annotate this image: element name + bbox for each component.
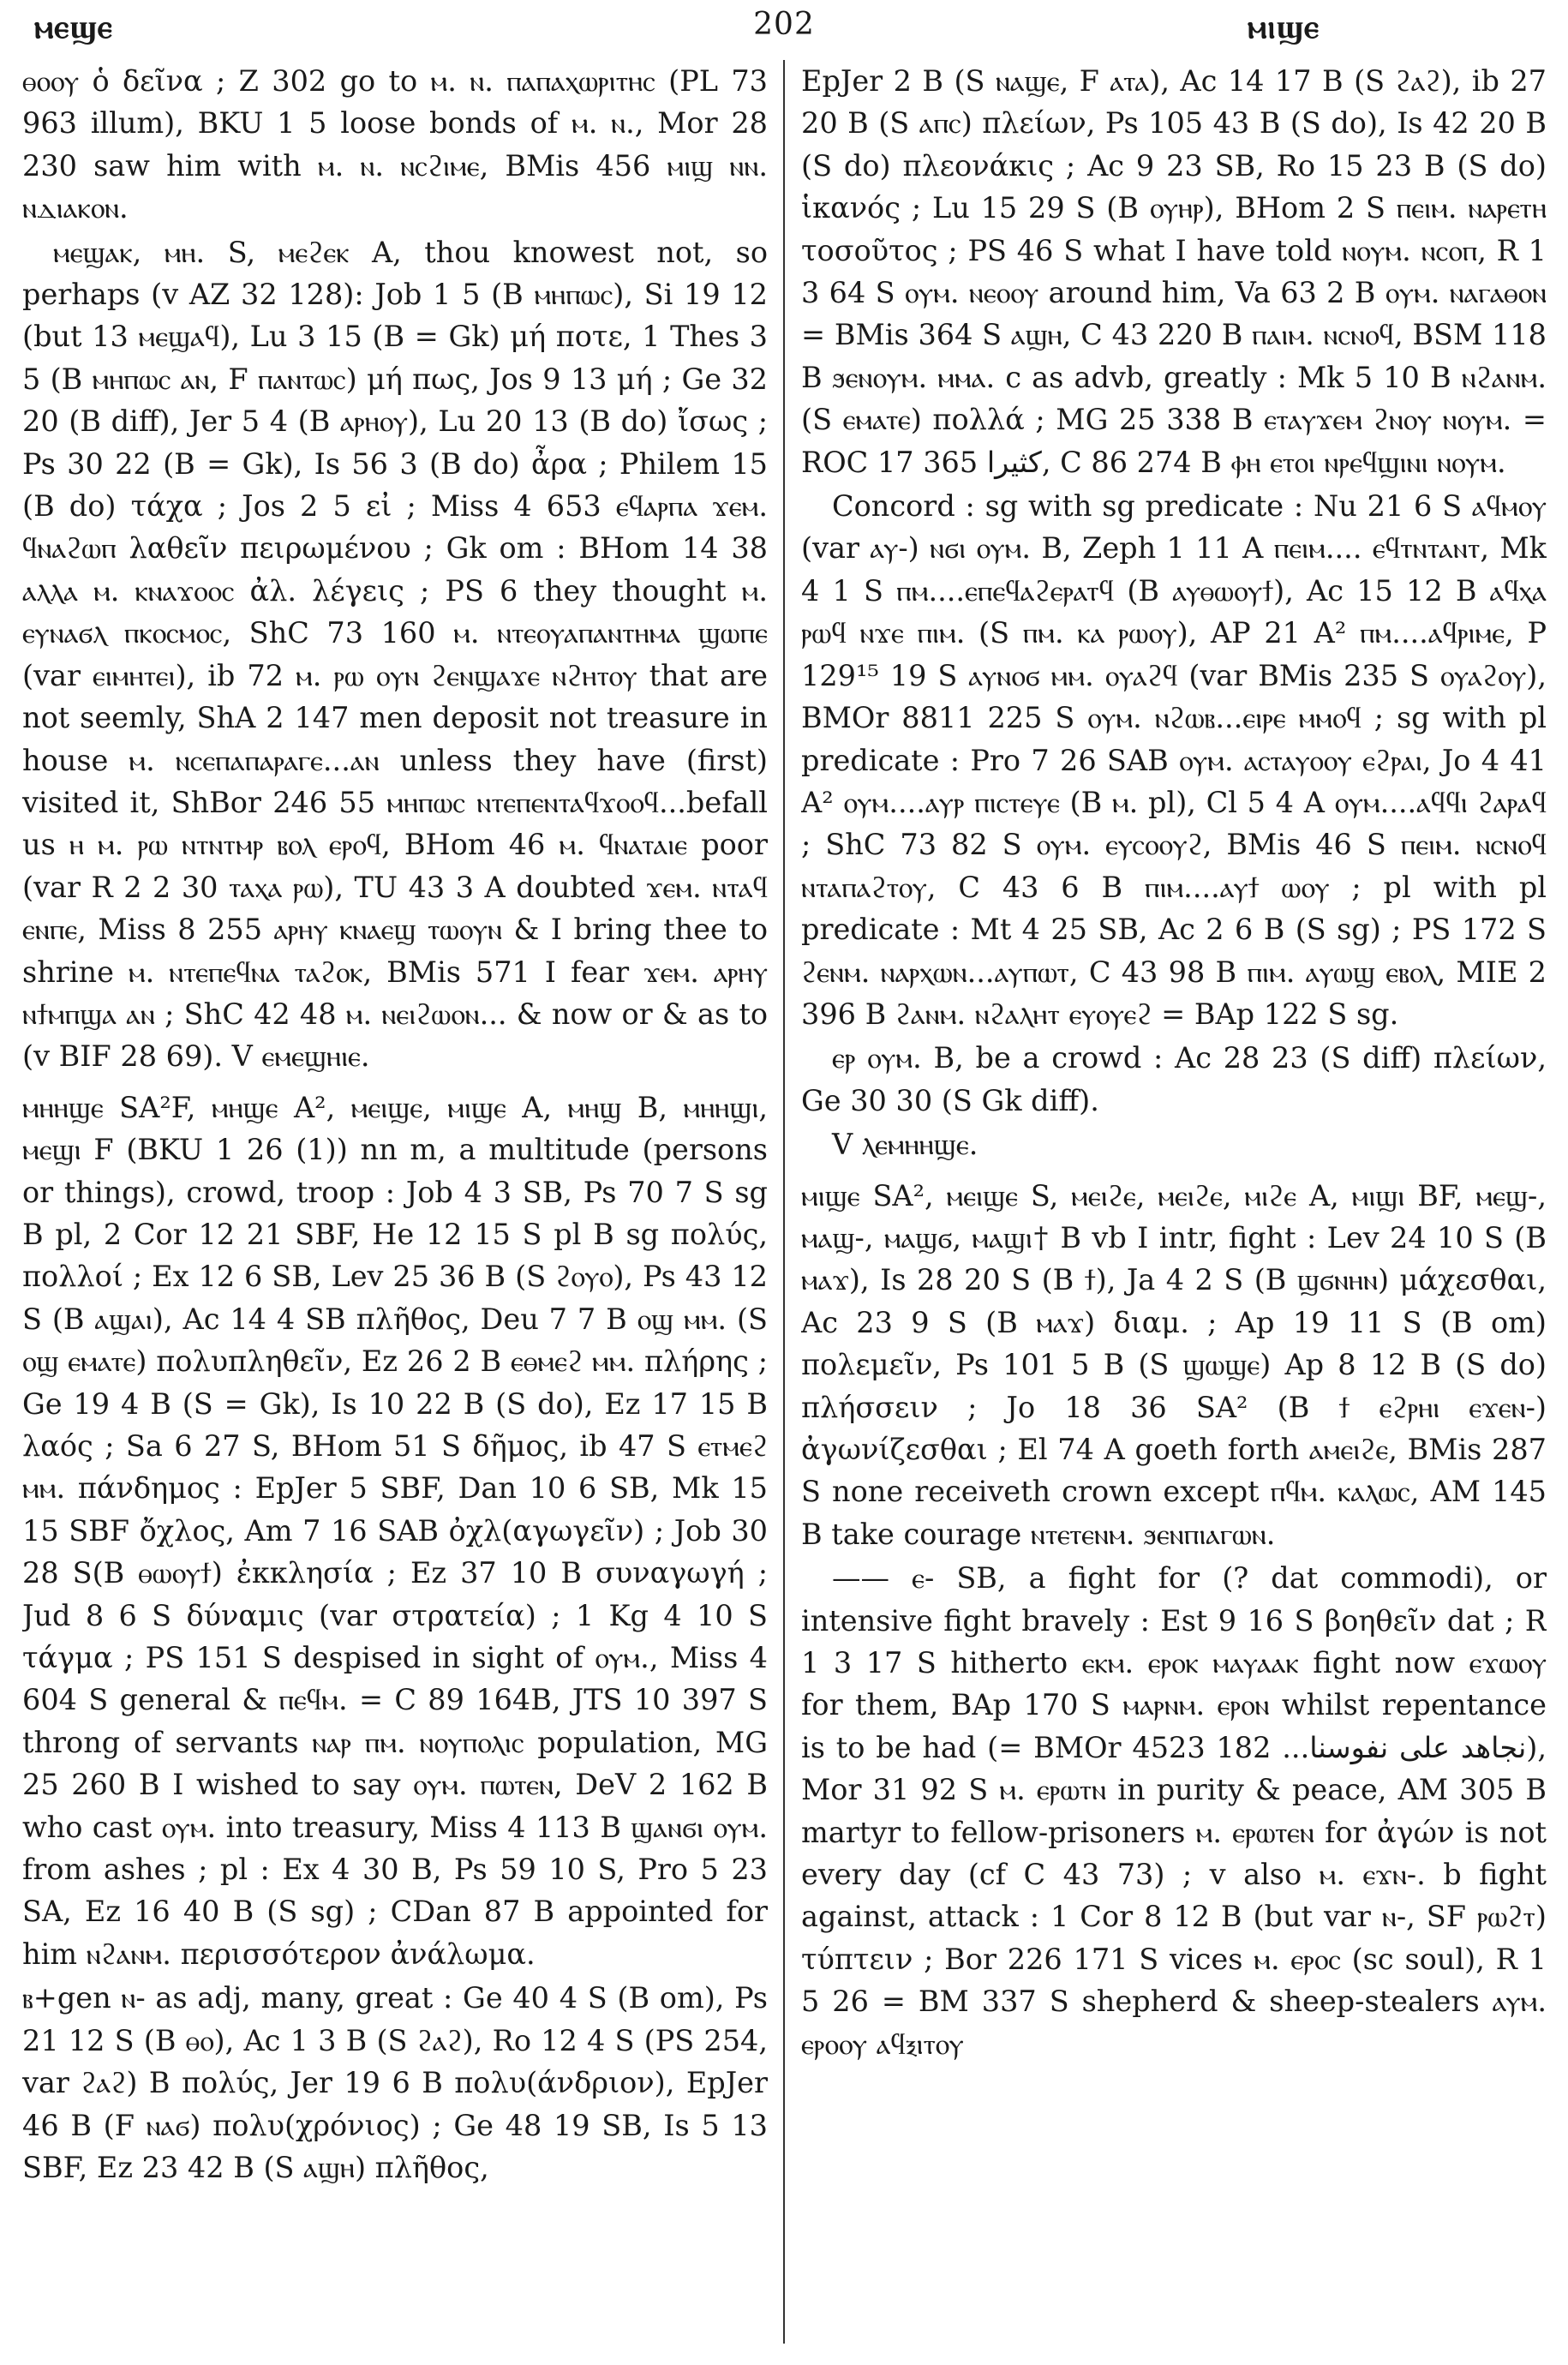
running-head-right: ⲙⲓϣⲉ bbox=[1248, 7, 1320, 45]
entry-concord: Concord : sg with sg predicate : Nu 21 6 S ⲁϥⲙⲟⲩ (var ⲁⲩ-) ⲛϭⲓ ⲟⲩⲙ. B, Zeph 1 11 A ⲡⲉⲓⲙ.... ⲉϥⲧⲛⲧⲁⲛⲧ, Mk 4 1 S ⲡⲙ....ⲉⲡⲉϥⲁϩⲉⲣⲁⲧϥ (B ⲁⲩⲑⲱⲟⲩϯ), Ac 15 12 B ⲁϥⲭⲁ ⲣⲱϥ ⲛϫⲉ ⲡⲓⲙ. (S ⲡⲙ. ⲕⲁ ⲣⲱⲟⲩ), AP 21 A² ⲡⲙ....ⲁϥⲣⲓⲙⲉ, P 129¹⁵ 19 S ⲁⲩⲛⲟϭ ⲙⲙ. ⲟⲩⲁϩϥ (var BMis 235 S ⲟⲩⲁϩⲟⲩ), BMOr 8811 225 S ⲟⲩⲙ. ⲛϩⲱⲃ...ⲉⲓⲣⲉ ⲙⲙⲟϥ ; sg with pl predicate : Pro 7 26 SAB ⲟⲩⲙ. ⲁⲥⲧⲁⲩⲟⲟⲩ ⲉϩⲣⲁⲓ, Jo 4 41 A² ⲟⲩⲙ....ⲁⲩⲣ ⲡⲓⲥⲧⲉⲩⲉ (B ⲙ. pl), Cl 5 4 A ⲟⲩⲙ....ⲁϥϥⲓ ϩⲁⲣⲁϥ ; ShC 73 82 S ⲟⲩⲙ. ⲉⲩⲥⲟⲟⲩϩ, BMis 46 S ⲡⲉⲓⲙ. ⲛⲥⲛⲟϥ ⲛⲧⲁⲡⲁϩⲧⲟⲩ, C 43 6 B ⲡⲓⲙ....ⲁⲩϯ ⲱⲟⲩ ; pl with pl predicate : Mt 4 25 SB, Ac 2 6 B (S sg) ; PS 172 S ϩⲉⲛⲙ. ⲛⲁⲣⲭⲱⲛ...ⲁⲩⲡⲱⲧ, C 43 98 B ⲡⲓⲙ. ⲁⲩⲱϣ ⲉⲃⲟⲗ, MIE 2 396 B ϩⲁⲛⲙ. ⲛϩⲁⲗⲏⲧ ⲉⲩⲟⲩⲉϩ = BAp 122 S sg. bbox=[801, 489, 1547, 1031]
right-column bbox=[801, 60, 1547, 2344]
column-divider bbox=[783, 60, 785, 2344]
entry-meshak: ⲙⲉϣⲁⲕ, ⲙⲏ. S, ⲙⲉϩⲉⲕ A, thou knowest not, so perhaps (v AZ 32 128): Job 1 5 (B ⲙⲏⲡⲱⲥ), Si 19 12 (but 13 ⲙⲉϣⲁϥ), Lu 3 15 (B = Gk) μή ποτε, 1 Thes 3 5 (B ⲙⲏⲡⲱⲥ ⲁⲛ, F ⲡⲁⲛⲧⲱⲥ) μή πως, Jos 9 13 μή ; Ge 32 20 (B diff), Jer 5 4 (B ⲁⲣⲏⲟⲩ), Lu 20 13 (B do) ἴσως ; Ps 30 22 (B = Gk), Is 56 3 (B do) ἆρα ; Philem 15 (B do) τάχα ; Jos 2 5 εἰ ; Miss 4 653 ⲉϥⲁⲣⲡⲁ ϫⲉⲙ. ϥⲛⲁϩⲱⲡ λαθεῖν πειρωμένου ; Gk om : BHom 14 38 ⲁⲗⲗⲁ ⲙ. ⲕⲛⲁϫⲟⲟⲥ ἀλ. λέγεις ; PS 6 they thought ⲙ. ⲉⲩⲛⲁϭⲗ ⲡⲕⲟⲥⲙⲟⲥ, ShC 73 160 ⲙ. ⲛⲧⲉⲟⲩⲁⲡⲁⲛⲧⲏⲙⲁ ϣⲱⲡⲉ (var ⲉⲓⲙⲏⲧⲉⲓ), ib 72 ⲙ. ⲣⲱ ⲟⲩⲛ ϩⲉⲛϣⲁϫⲉ ⲛϩⲏⲧⲟⲩ that are not seemly, ShA 2 147 men deposit not treasure in house ⲙ. ⲛⲥⲉⲡⲁⲡⲁⲣⲁⲅⲉ...ⲁⲛ unless they have (first) visited it, ShBor 246 55 ⲙⲏⲡⲱⲥ ⲛⲧⲉⲡⲉⲛⲧⲁϥϫⲟⲟϥ...befall us ⲏ ⲙ. ⲣⲱ ⲛⲧⲛⲧⲙⲣ ⲃⲟⲗ ⲉⲣⲟϥ, BHom 46 ⲙ. ϥⲛⲁⲧⲁⲓⲉ poor (var R 2 2 30 ⲧⲁⲭⲁ ⲣⲱ), TU 43 3 A doubted ϫⲉⲙ. ⲛⲧⲁϥ ⲉⲛⲡⲉ, Miss 8 255 ⲁⲣⲏⲩ ⲕⲛⲁⲉϣ ⲧⲱⲟⲩⲛ & I bring thee to shrine ⲙ. ⲛⲧⲉⲡⲉϥⲛⲁ ⲧⲁϩⲟⲕ, BMis 571 I fear ϫⲉⲙ. ⲁⲣⲏⲩ ⲛϯⲙⲡϣⲁ ⲁⲛ ; ShC 42 48 ⲙ. ⲛⲉⲓϩⲱⲟⲛ... & now or & as to (v BIF 28 69). V ⲉⲙⲉϣⲏⲓⲉ. bbox=[22, 235, 768, 1074]
left-column bbox=[22, 60, 768, 2344]
entry-er-oum: ⲉⲣ ⲟⲩⲙ. B, be a crowd : Ac 28 23 (S diff) πλείων, Ge 30 30 (S Gk diff). bbox=[801, 1041, 1547, 1117]
running-head-left: ⲙⲉϣⲉ bbox=[34, 7, 113, 45]
entry-mishe-e: —— ⲉ- SB, a fight for (? dat commodi), or intensive fight bravely : Est 9 16 S βοηθεῖν dat ; R 1 3 17 S hitherto ⲉⲕⲙ. ⲉⲣⲟⲕ ⲙⲁⲩⲁⲁⲕ fight now ⲉϫⲱⲟⲩ for them, BAp 170 S ⲙⲁⲣⲛⲙ. ⲉⲣⲟⲛ whilst repentance is to be had (= BMOr 4523 182 ...نجاهد على نفوسنا), Mor 31 92 S ⲙ. ⲉⲣⲱⲧⲛ in purity & peace, AM 305 B martyr to fellow-prisoners ⲙ. ⲉⲣⲱⲧⲉⲛ for ἀγών is not every day (cf C 43 73) ; v also ⲙ. ⲉϫⲛ-. b fight against, attack : 1 Cor 8 12 B (but var ⲛ-, SF ⲣⲱϩⲧ) τύπτειν ; Bor 226 171 S vices ⲙ. ⲉⲣⲟⲥ (sc soul), R 1 5 26 = BM 337 S shepherd & sheep-stealers ⲁⲩⲙ. ⲉⲣⲟⲟⲩ ⲁϥⲝⲓⲧⲟⲩ bbox=[801, 1561, 1547, 2061]
page-number: 202 bbox=[753, 7, 815, 42]
entry-mishe: ⲙⲓϣⲉ SA², ⲙⲉⲓϣⲉ S, ⲙⲉⲓϩⲉ, ⲙⲉⲓϩⲉ, ⲙⲓϩⲉ A, ⲙⲓϣⲓ BF, ⲙⲉϣ-, ⲙⲁϣ-, ⲙⲁϣϭ, ⲙⲁϣⲓ† B vb I intr, fight : Lev 24 10 S (B ⲙⲁϫ), Is 28 20 S (B ϯ), Ja 4 2 S (B ϣϭⲛⲏⲛ) μάχεσθαι, Ac 23 9 S (B ⲙⲁϫ) διαμ. ; Ap 19 11 S (B om) πολεμεῖν, Ps 101 5 B (S ϣⲱϣⲉ) Ap 8 12 B (S do) πλήσσειν ; Jo 18 36 SA² (B ϯ ⲉϩⲣⲏⲓ ⲉϫⲉⲛ-) ἀγωνίζεσθαι ; El 74 A goeth forth ⲁⲙⲉⲓϩⲉ, BMis 287 S none receiveth crown except ⲡϥⲙ. ⲕⲁⲗⲱⲥ, AM 145 B take courage ⲛⲧⲉⲧⲉⲛⲙ. ϧⲉⲛⲡⲓⲁⲅⲱⲛ. bbox=[801, 1178, 1547, 1551]
page-header bbox=[0, 0, 1568, 60]
entry-mhhshe-b: ⲃ+gen ⲛ- as adj, many, great : Ge 40 4 S (B om), Ps 21 12 S (B ⲑⲟ), Ac 1 3 B (S ϩⲁϩ), Ro 12 4 S (PS 254, var ϩⲁϩ) B πολύς, Jer 19 6 B πολυ(άνδριον), EpJer 46 B (F ⲛⲁϭ) πολυ(χρόνιος) ; Ge 48 19 SB, Is 5 13 SBF, Ez 23 42 B (S ⲁϣⲏ) πλῆθος, bbox=[22, 1981, 768, 2184]
entry-cross-reference: V ⲗⲉⲙⲏⲏϣⲉ. bbox=[832, 1128, 979, 1162]
entry-continuation: ⲑⲟⲟⲩ ὁ δεῖνα ; Z 302 go to ⲙ. ⲛ. ⲡⲁⲡⲁⲭⲱⲣⲓⲧⲏⲥ (PL 73 963 illum), BKU 1 5 loose bonds of ⲙ. ⲛ., Mor 28 230 saw him with ⲙ. ⲛ. ⲛⲥϩⲓⲙⲉ, BMis 456 ⲙⲓϣ ⲛⲛ. ⲛⲇⲓⲁⲕⲟⲛ. bbox=[22, 64, 768, 225]
entry-mhhshe: ⲙⲏⲏϣⲉ SA²F, ⲙⲏϣⲉ A², ⲙⲉⲓϣⲉ, ⲙⲓϣⲉ A, ⲙⲏϣ B, ⲙⲏⲏϣⲓ, ⲙⲉϣⲓ F (BKU 1 26 (1)) nn m, a multitude (persons or things), crowd, troop : Job 4 3 SB, Ps 70 7 S sg B pl, 2 Cor 12 21 SBF, He 12 15 S pl B sg πολύς, πολλοί ; Ex 12 6 SB, Lev 25 36 B (S ϩⲟⲩⲟ), Ps 43 12 S (B ⲁϣⲁⲓ), Ac 14 4 SB πλῆθος, Deu 7 7 B ⲟϣ ⲙⲙ. (S ⲟϣ ⲉⲙⲁⲧⲉ) πολυπληθεῖν, Ez 26 2 B ⲉⲑⲙⲉϩ ⲙⲙ. πλήρης ; Ge 19 4 B (S = Gk), Is 10 22 B (S do), Ez 17 15 B λαός ; Sa 6 27 S, BHom 51 S δῆμος, ib 47 S ⲉⲧⲙⲉϩ ⲙⲙ. πάνδημος : EpJer 5 SBF, Dan 10 6 SB, Mk 15 15 SBF ὄχλος, Am 7 16 SAB ὀχλ(αγωγεῖν) ; Job 30 28 S(B ⲑⲱⲟⲩϯ) ἐκκλησία ; Ez 37 10 B συναγωγή ; Jud 8 6 S δύναμις (var στρατεία) ; 1 Kg 4 10 S τάγμα ; PS 151 S despised in sight of ⲟⲩⲙ., Miss 4 604 S general & ⲡⲉϥⲙ. = C 89 164B, JTS 10 397 S throng of servants ⲛⲁⲣ ⲡⲙ. ⲛⲟⲩⲡⲟⲗⲓⲥ population, MG 25 260 B I wished to say ⲟⲩⲙ. ⲡⲱⲧⲉⲛ, DeV 2 162 B who cast ⲟⲩⲙ. into treasury, Miss 4 113 B ϣⲁⲛϭⲓ ⲟⲩⲙ. from ashes ; pl : Ex 4 30 B, Ps 59 10 S, Pro 5 23 SA, Ez 16 40 B (S sg) ; CDan 87 B appointed for him ⲛϩⲁⲛⲙ. περισσότερον ἀνάλωμα. bbox=[22, 1090, 768, 1971]
entry-mhhshe-c: EpJer 2 B (S ⲛⲁϣⲉ, F ⲁⲧⲁ), Ac 14 17 B (S ϩⲁϩ), ib 27 20 B (S ⲁⲡⲥ) πλείων, Ps 105 43 B (S do), Is 42 20 B (S do) πλεονάκις ; Ac 9 23 SB, Ro 15 23 B (S do) ἱκανός ; Lu 15 29 S (B ⲟⲩⲏⲣ), BHom 2 S ⲡⲉⲓⲙ. ⲛⲁⲣⲉⲧⲏ τοσοῦτος ; PS 46 S what I have told ⲛⲟⲩⲙ. ⲛⲥⲟⲡ, R 1 3 64 S ⲟⲩⲙ. ⲛⲉⲟⲟⲩ around him, Va 63 2 B ⲟⲩⲙ. ⲛⲁⲅⲁⲑⲟⲛ = BMis 364 S ⲁϣⲏ, C 43 220 B ⲡⲁⲓⲙ. ⲛⲥⲛⲟϥ, BSM 118 B ϧⲉⲛⲟⲩⲙ. ⲙⲙⲁ. c as advb, greatly : Mk 5 10 B ⲛϩⲁⲛⲙ. (S ⲉⲙⲁⲧⲉ) πολλά ; MG 25 338 B ⲉⲧⲁⲩϫⲉⲙ ϩⲛⲟⲩ ⲛⲟⲩⲙ. = ROC 17 365 كثيرا, C 86 274 B ⲫⲏ ⲉⲧⲟⲓ ⲛⲣⲉϥϣⲓⲛⲓ ⲛⲟⲩⲙ. bbox=[801, 64, 1547, 479]
